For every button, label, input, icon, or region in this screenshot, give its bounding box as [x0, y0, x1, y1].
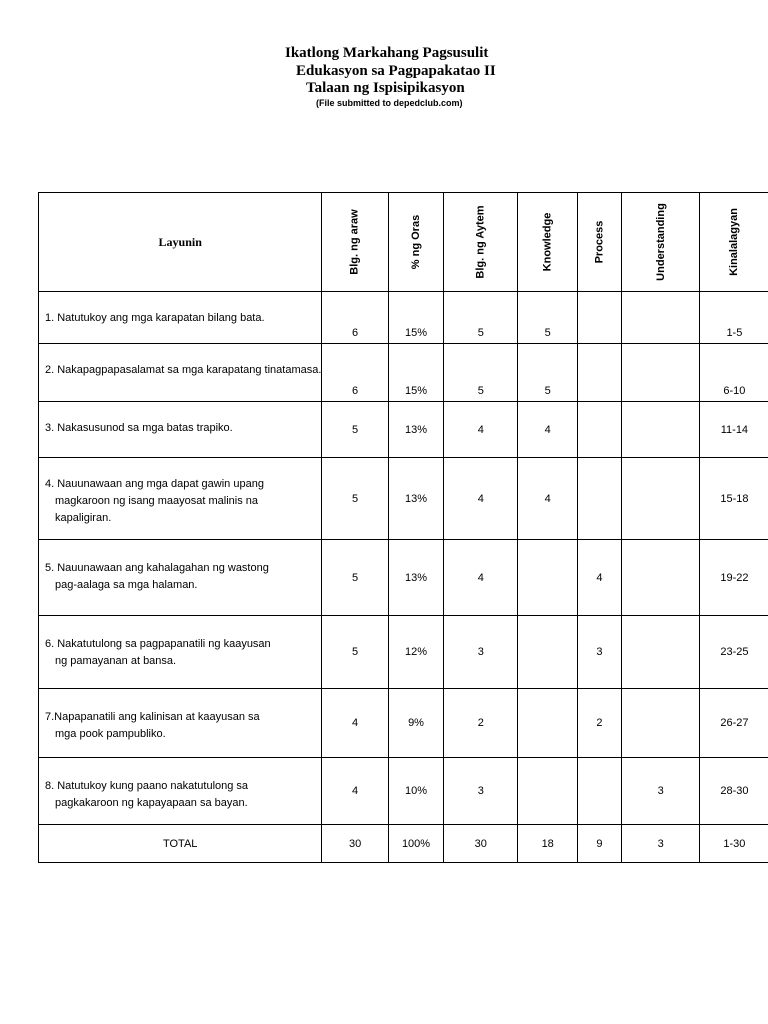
header-understanding: Understanding	[621, 193, 700, 292]
cell-oras: 12%	[388, 616, 443, 689]
cell-oras: 13%	[388, 402, 443, 458]
cell-kinalalagyan: 6-10	[700, 344, 768, 402]
cell-knowledge	[518, 540, 578, 616]
cell-process: 2	[578, 689, 622, 758]
cell-process	[578, 344, 622, 402]
cell-oras: 10%	[388, 758, 443, 825]
cell-kinalalagyan: 11-14	[700, 402, 768, 458]
cell-aytem: 4	[444, 458, 518, 540]
cell-oras: 9%	[388, 689, 443, 758]
cell-aytem: 4	[444, 402, 518, 458]
cell-oras: 13%	[388, 540, 443, 616]
cell-process	[578, 402, 622, 458]
cell-understanding	[621, 689, 700, 758]
cell-aytem: 5	[444, 344, 518, 402]
objective-text: 5. Nauunawaan ang kahalagahan ng wastong	[45, 562, 269, 574]
cell-process	[578, 758, 622, 825]
table-row	[39, 458, 768, 540]
objective-cell	[39, 616, 322, 689]
header-process: Process	[578, 193, 622, 292]
cell-kinalalagyan: 15-18	[700, 458, 768, 540]
cell-understanding	[621, 402, 700, 458]
cell-understanding: 3	[621, 758, 700, 825]
cell-process	[578, 458, 622, 540]
table-row	[39, 758, 768, 825]
title-line-2: Edukasyon sa Pagpapakatao II	[296, 63, 496, 79]
cell-knowledge: 4	[518, 458, 578, 540]
cell-araw: 5	[322, 458, 388, 540]
cell-araw: 5	[322, 616, 388, 689]
title-line-1: Ikatlong Markahang Pagsusulit	[285, 45, 489, 61]
cell-araw: 6	[322, 292, 388, 344]
cell-araw: 5	[322, 402, 388, 458]
header-blg-aytem: Blg. ng Aytem	[444, 193, 518, 292]
objective-text: magkaroon ng isang maayosat malinis na	[55, 495, 259, 507]
cell-process: 4	[578, 540, 622, 616]
table-row	[39, 616, 768, 689]
objective-text: 7.Napapanatili ang kalinisan at kaayusan sa	[45, 711, 260, 723]
total-kinalalagyan: 1-30	[700, 825, 768, 863]
title-line-3: Talaan ng Ispisipikasyon	[306, 80, 465, 96]
total-row	[39, 825, 768, 863]
objective-text: 1. Natutukoy ang mga karapatan bilang bata.	[45, 312, 265, 324]
cell-knowledge	[518, 616, 578, 689]
table-row	[39, 402, 768, 458]
cell-kinalalagyan: 28-30	[700, 758, 768, 825]
total-understanding: 3	[621, 825, 700, 863]
objective-text: 2. Nakapagpapasalamat sa mga karapatang tinatamasa.	[45, 364, 322, 376]
objective-text: 3. Nakasusunod sa mga batas trapiko.	[45, 422, 233, 434]
cell-oras: 15%	[388, 344, 443, 402]
total-araw: 30	[322, 825, 388, 863]
cell-understanding	[621, 344, 700, 402]
table-row	[39, 689, 768, 758]
objective-text: pag-aalaga sa mga halaman.	[55, 579, 198, 591]
objective-text: kapaligiran.	[55, 512, 112, 524]
objective-cell	[39, 402, 322, 458]
cell-kinalalagyan: 1-5	[700, 292, 768, 344]
total-label: TOTAL	[39, 825, 322, 863]
cell-kinalalagyan: 23-25	[700, 616, 768, 689]
header-kinalalagyan: Kinalalagyan	[700, 193, 768, 292]
header-layunin: Layunin	[39, 193, 322, 292]
cell-knowledge: 5	[518, 344, 578, 402]
objective-text: 6. Nakatutulong sa pagpapanatili ng kaayusan	[45, 638, 271, 650]
cell-oras: 13%	[388, 458, 443, 540]
cell-knowledge	[518, 758, 578, 825]
cell-knowledge: 4	[518, 402, 578, 458]
cell-knowledge	[518, 689, 578, 758]
total-aytem: 30	[444, 825, 518, 863]
cell-aytem: 3	[444, 758, 518, 825]
table-row	[39, 540, 768, 616]
total-oras: 100%	[388, 825, 443, 863]
table-row	[39, 344, 768, 402]
cell-kinalalagyan: 19-22	[700, 540, 768, 616]
cell-oras: 15%	[388, 292, 443, 344]
cell-understanding	[621, 292, 700, 344]
objective-text: 4. Nauunawaan ang mga dapat gawin upang	[45, 478, 264, 490]
cell-knowledge: 5	[518, 292, 578, 344]
source-note: (File submitted to depedclub.com)	[316, 98, 463, 108]
objective-text: pagkakaroon ng kapayapaan sa bayan.	[55, 797, 248, 809]
objective-cell	[39, 292, 322, 344]
cell-aytem: 4	[444, 540, 518, 616]
cell-aytem: 5	[444, 292, 518, 344]
objective-text: ng pamayanan at bansa.	[55, 655, 177, 667]
cell-araw: 4	[322, 689, 388, 758]
objective-text: mga pook pampubliko.	[55, 728, 166, 740]
total-process: 9	[578, 825, 622, 863]
cell-understanding	[621, 540, 700, 616]
cell-kinalalagyan: 26-27	[700, 689, 768, 758]
cell-araw: 5	[322, 540, 388, 616]
objective-text: 8. Natutukoy kung paano nakatutulong sa	[45, 780, 249, 792]
table-row	[39, 292, 768, 344]
header-knowledge: Knowledge	[518, 193, 578, 292]
cell-understanding	[621, 458, 700, 540]
cell-araw: 6	[322, 344, 388, 402]
objective-cell	[39, 758, 322, 825]
cell-aytem: 3	[444, 616, 518, 689]
objective-cell	[39, 689, 322, 758]
header-oras: % ng Oras	[388, 193, 443, 292]
objective-cell	[39, 540, 322, 616]
cell-aytem: 2	[444, 689, 518, 758]
total-knowledge: 18	[518, 825, 578, 863]
cell-araw: 4	[322, 758, 388, 825]
objective-cell	[39, 344, 322, 402]
objective-cell	[39, 458, 322, 540]
specification-table	[38, 192, 768, 863]
cell-process: 3	[578, 616, 622, 689]
header-blg-araw: Blg. ng araw	[322, 193, 388, 292]
cell-understanding	[621, 616, 700, 689]
cell-process	[578, 292, 622, 344]
